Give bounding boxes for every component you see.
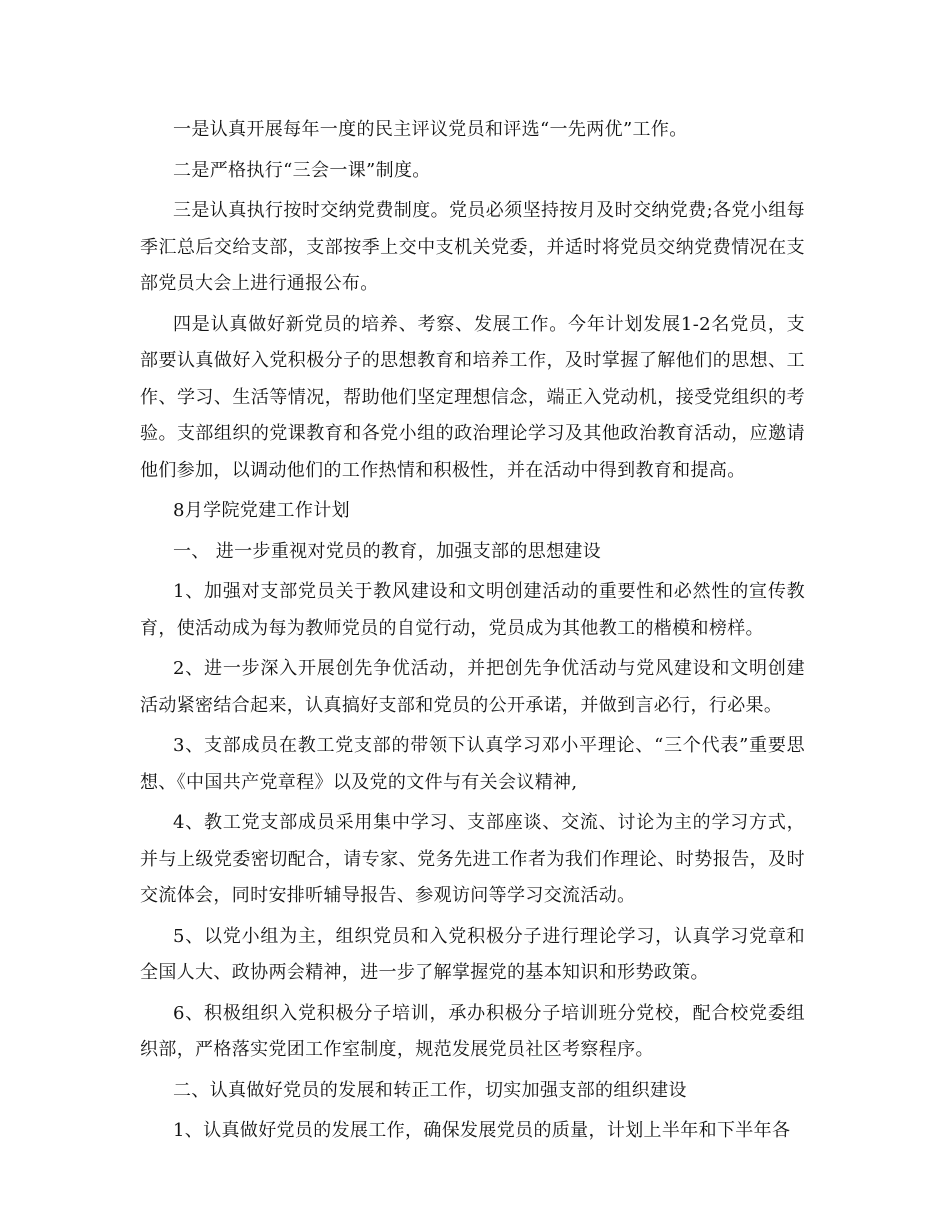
list-item-5: 5、以党小组为主，组织党员和入党积极分子进行理论学习，认真学习党章和全国人大、政协两会精神，进一步了解掌握党的基本知识和形势政策。 bbox=[140, 925, 805, 983]
paragraph-new-members: 四是认真做好新党员的培养、考察、发展工作。今年计划发展1-2名党员，支部要认真做好入党积极分子的思想教育和培养工作，及时掌握了解他们的思想、工作、学习、生活等情况，帮助他们坚定理想信念，端正入党动机，接受党组织的考验。支部组织的党课教育和各党小组的政治理论学习及其他政治教育活动，应邀请他们参加，以调动他们的工作热情和积极性，并在活动中得到教育和提高。 bbox=[140, 313, 805, 481]
list-item-2: 2、进一步深入开展创先争优活动，并把创先争优活动与党风建设和文明创建活动紧密结合起来，认真搞好支部和党员的公开承诺，并做到言必行，行必果。 bbox=[140, 658, 805, 716]
section-heading-organization: 二、认真做好党员的发展和转正工作，切实加强支部的组织建设 bbox=[173, 1079, 687, 1101]
list-item-development: 1、认真做好党员的发展工作，确保发展党员的质量，计划上半年和下半年各 bbox=[173, 1120, 791, 1141]
paragraph-democratic-review: 一是认真开展每年一度的民主评议党员和评选“一先两优”工作。 bbox=[173, 119, 688, 140]
list-item-6: 6、积极组织入党积极分子培训，承办积极分子培训班分党校，配合校党委组织部，严格落实党团工作室制度，规范发展党员社区考察程序。 bbox=[140, 1002, 805, 1060]
section-heading-education: 一、 进一步重视对党员的教育，加强支部的思想建设 bbox=[173, 540, 602, 562]
list-item-3: 3、支部成员在教工党支部的带领下认真学习邓小平理论、“三个代表”重要思想、《中国共产党章程》以及党的文件与有关会议精神, bbox=[140, 735, 805, 793]
paragraph-three-meetings: 二是严格执行“三会一课”制度。 bbox=[173, 159, 431, 181]
section-title: 8月学院党建工作计划 bbox=[173, 500, 350, 521]
paragraph-party-dues: 三是认真执行按时交纳党费制度。党员必须坚持按月及时交纳党费;各党小组每季汇总后交给支部，支部按季上交中支机关党委，并适时将党员交纳党费情况在支部党员大会上进行通报公布。 bbox=[140, 200, 805, 294]
list-item-4: 4、教工党支部成员采用集中学习、支部座谈、交流、讨论为主的学习方式，并与上级党委密切配合，请专家、党务先进工作者为我们作理论、时势报告，及时交流体会，同时安排听辅导报告、参观访问等学习交流活动。 bbox=[140, 812, 805, 906]
list-item-1: 1、加强对支部党员关于教风建设和文明创建活动的重要性和必然性的宣传教育，使活动成为每为教师党员的自觉行动，党员成为其他教工的楷模和榜样。 bbox=[140, 581, 805, 639]
document-body bbox=[140, 112, 805, 1154]
